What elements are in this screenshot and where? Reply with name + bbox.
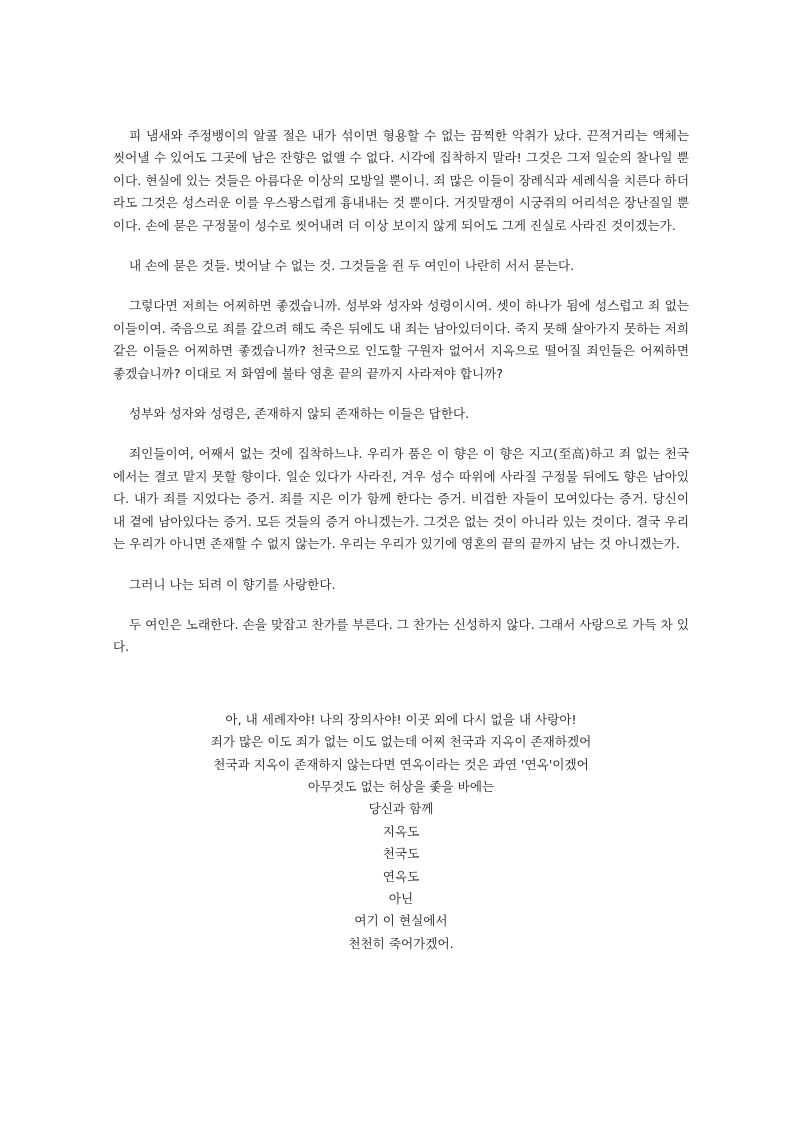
poem-line: 아닌 xyxy=(388,890,414,906)
poem-line: 천국과 지옥이 존재하지 않는다면 연옥이라는 것은 과연 '연옥'이겠어 xyxy=(213,756,589,772)
paragraph-6: 그러니 나는 되려 이 향기를 사랑한다. xyxy=(129,576,336,592)
poem xyxy=(113,709,689,955)
poem-line: 연옥도 xyxy=(382,868,420,884)
poem-line: 당신과 함께 xyxy=(368,801,434,817)
paragraph-3: 그렇다면 저희는 어찌하면 좋겠습니까. 성부와 성자와 성령이시여. 셋이 하나가 됨에 성스럽고 죄 없는 이들이여. 죽음으로 죄를 갚으려 해도 죽은 뒤에도 내 죄는 남아있더이다. 죽지 못해 살아가지 못하는 저희 같은 이들은 어찌하면 좋겠습니까? 천국으로 인도할 구원자 없어서 지옥으로 떨어질 죄인들은 어찌하면 좋겠습니까? 이대로 저 화염에 불타 영혼 끝의 끝까지 사라져야 합니까? xyxy=(113,298,689,381)
paragraph-1: 피 냄새와 주정뱅이의 알콜 절은 내가 섞이면 형용할 수 없는 끔찍한 악취가 났다. 끈적거리는 액체는 씻어낼 수 있어도 그곳에 남은 잔향은 없앨 수 없다. 시각에 집착하지 말라! 그것은 그저 일순의 찰나일 뿐이다. 현실에 있는 것들은 아름다운 이상의 모방일 뿐이니. 죄 많은 이들이 장례식과 세례식을 치른다 하더라도 그것은 성스러운 이를 우스꽝스럽게 흉내내는 것 뿐이다. 거짓말쟁이 시궁쥐의 어리석은 장난질일 뿐이다. 손에 묻은 구정물이 성수로 씻어내려 더 이상 보이지 않게 되어도 그게 진실로 사라진 것이겠는가. xyxy=(113,128,689,233)
poem-line: 천국도 xyxy=(382,846,420,862)
document-page xyxy=(113,125,689,955)
paragraph-5: 죄인들이여, 어째서 없는 것에 집착하느냐. 우리가 품은 이 향은 이 향은 지고(至高)하고 죄 없는 천국에서는 결코 맡지 못할 향이다. 일순 있다가 사라진, 겨우 성수 따위에 사라질 구정물 뒤에도 향은 남아있다. 내가 죄를 지었다는 증거. 죄를 지은 이가 함께 한다는 증거. 비겁한 자들이 모여있다는 증거. 당신이 내 곁에 남아있다는 증거. 모든 것들의 증거 아니겠는가. 그것은 없는 것이 아니라 있는 것이다. 결국 우리는 우리가 아니면 존재할 수 없지 않는가. 우리는 우리가 있기에 영혼의 끝의 끝까지 남는 것 아니겠는가. xyxy=(113,446,689,552)
poem-line: 지옥도 xyxy=(382,823,420,839)
paragraph-4: 성부와 성자와 성령은, 존재하지 않되 존재하는 이들은 답한다. xyxy=(129,406,470,422)
poem-line: 아, 내 세례자야! 나의 장의사야! 이곳 외에 다시 없을 내 사랑아! xyxy=(225,711,577,727)
paragraph-7: 두 여인은 노래한다. 손을 맞잡고 찬가를 부른다. 그 찬가는 신성하지 않다. 그래서 사랑으로 가득 차 있다. xyxy=(113,616,689,655)
paragraph-2: 내 손에 묻은 것들. 벗어날 수 없는 것. 그것들을 쥔 두 여인이 나란히 서서 묻는다. xyxy=(129,258,575,274)
poem-line: 여기 이 현실에서 xyxy=(354,913,448,929)
poem-line: 천천히 죽어가겠어. xyxy=(348,935,454,951)
poem-line: 아무것도 없는 허상을 좇을 바에는 xyxy=(307,778,495,794)
poem-line: 죄가 많은 이도 죄가 없는 이도 없는데 어찌 천국과 지옥이 존재하겠어 xyxy=(210,734,592,750)
